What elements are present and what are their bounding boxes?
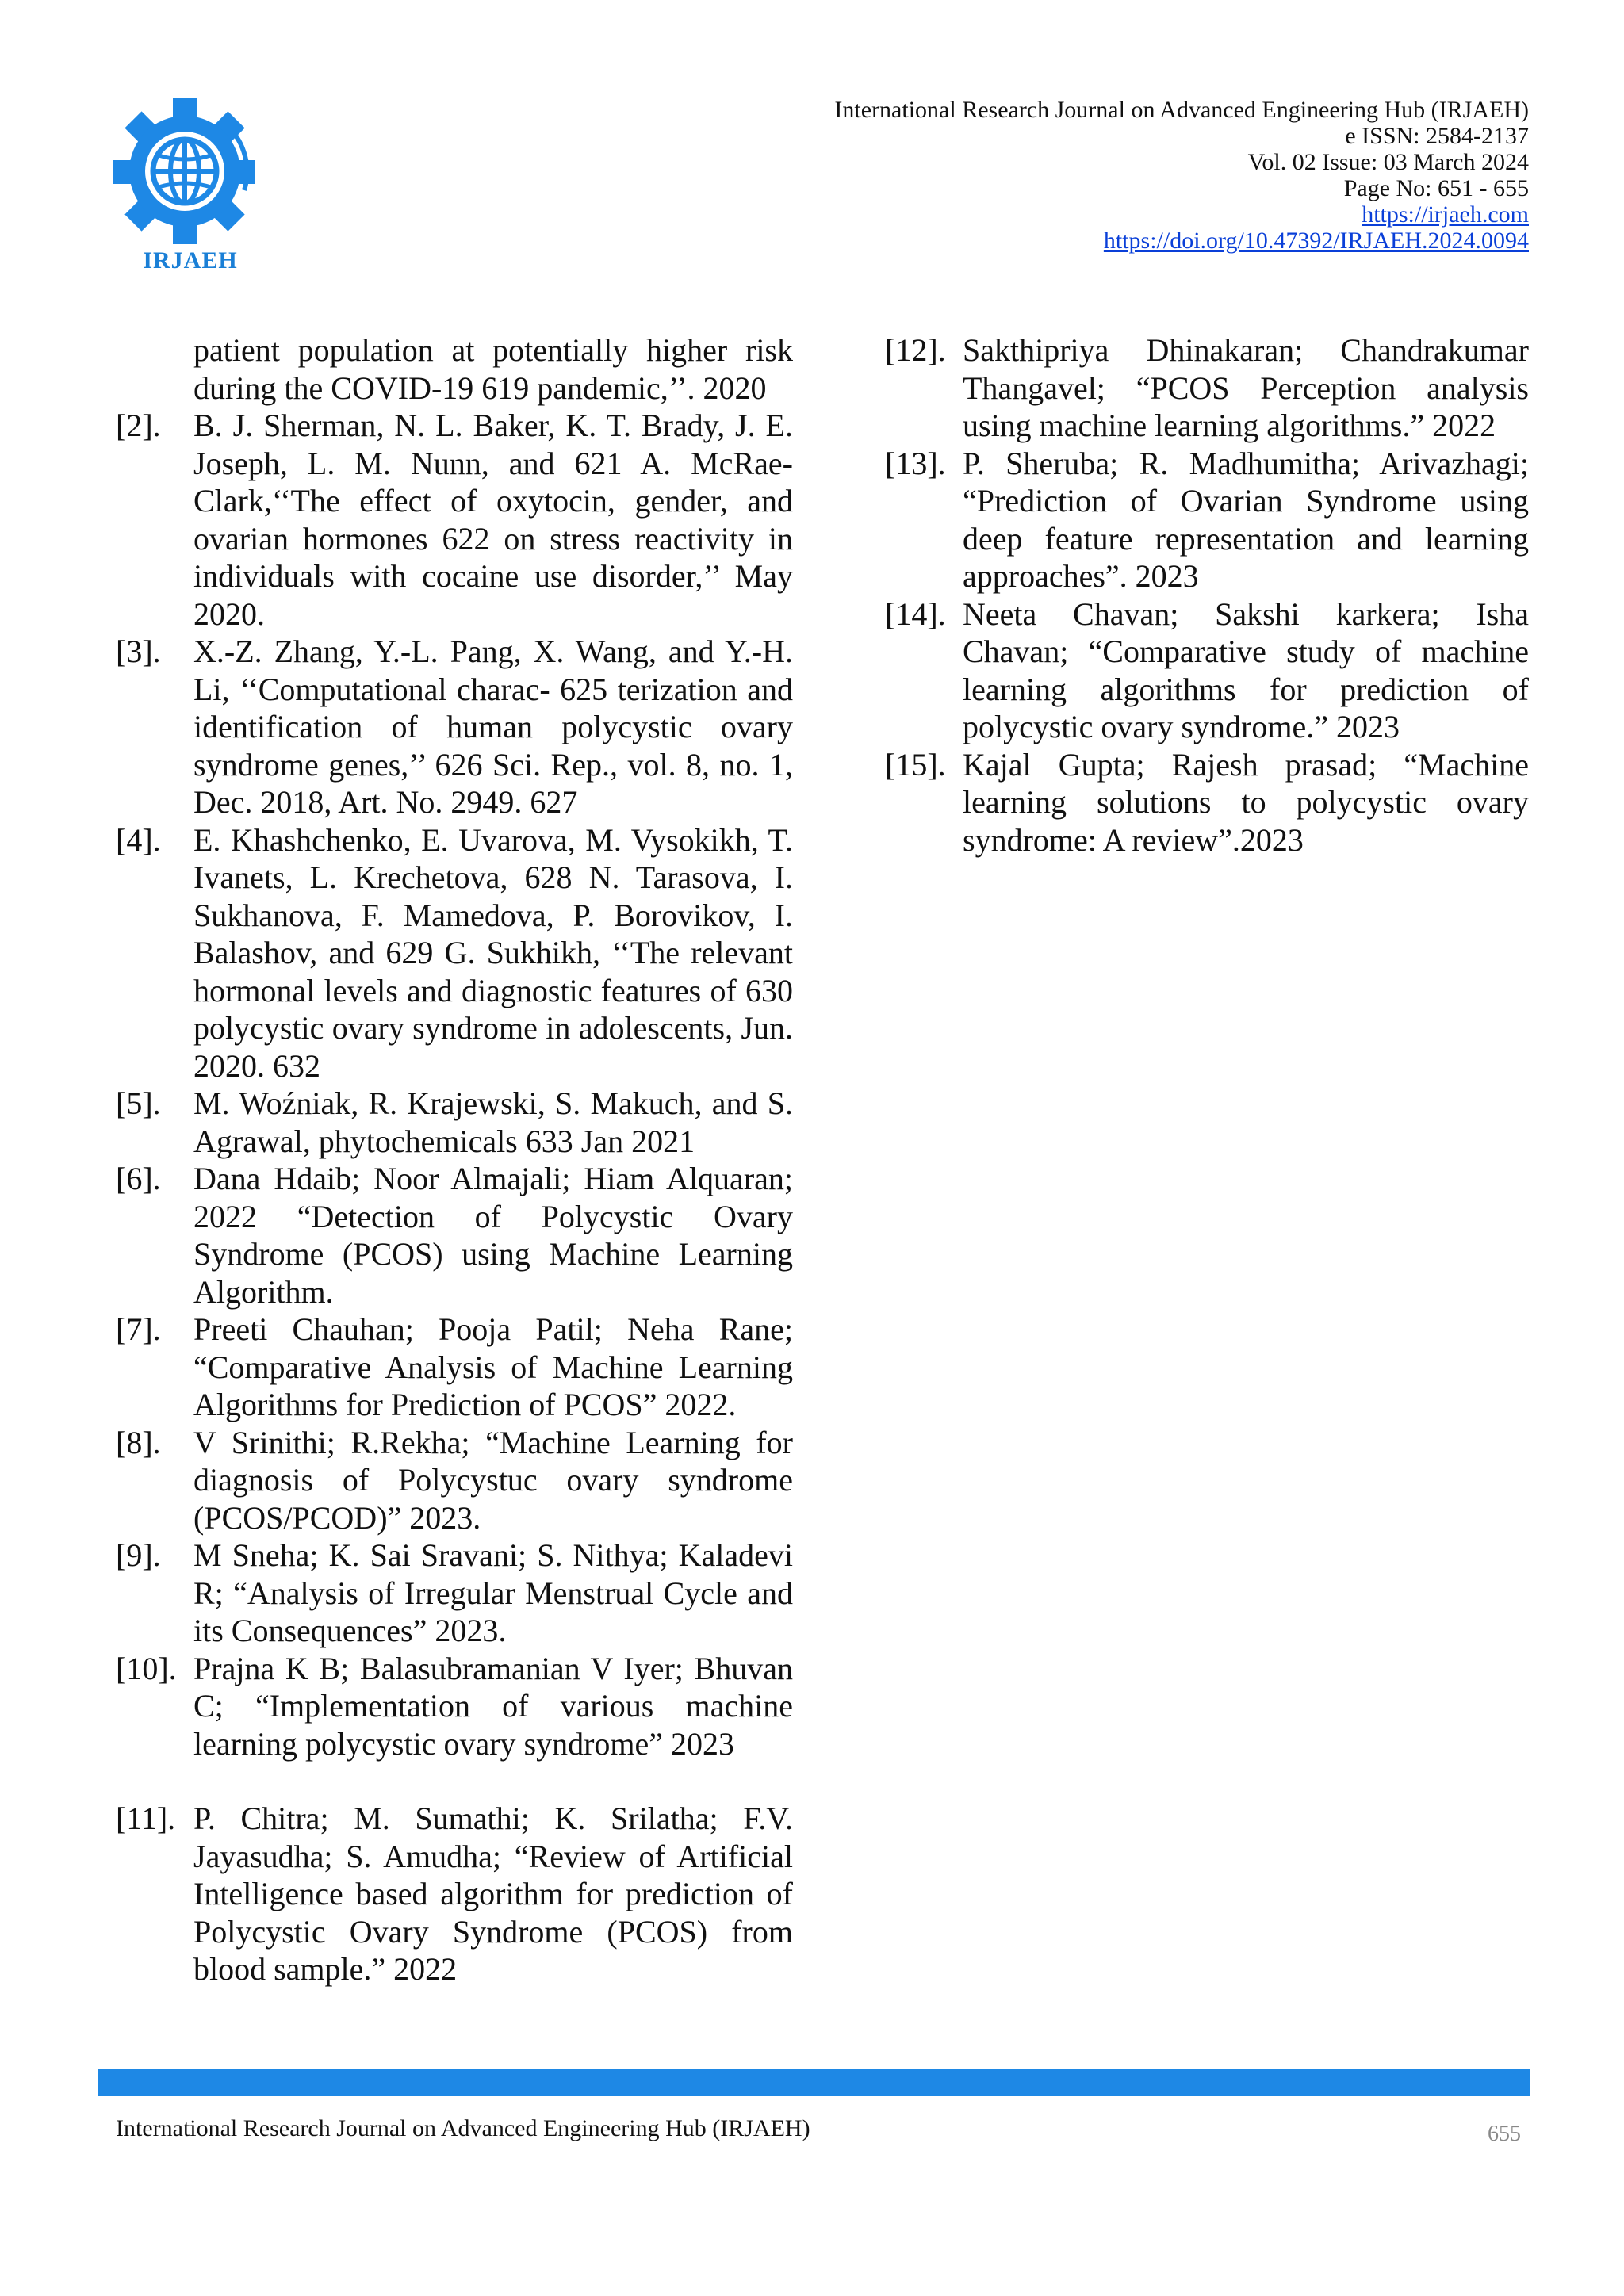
spacer: [116, 1762, 793, 1800]
reference-number: [5].: [116, 1085, 161, 1121]
reference-item: [116, 633, 793, 821]
reference-number: [12].: [885, 332, 946, 368]
journal-name: International Research Journal on Advanced Engineering Hub (IRJAEH): [834, 97, 1529, 123]
reference-text: Prajna K B; Balasubramanian V Iyer; Bhuvan C; “Implementation of various machine learning polycystic ovary syndrome” 2023: [193, 1650, 793, 1762]
doi-link[interactable]: https://doi.org/10.47392/IRJAEH.2024.0094: [1103, 228, 1529, 254]
website-link[interactable]: https://irjaeh.com: [1362, 201, 1529, 228]
reference-text: M Sneha; K. Sai Sravani; S. Nithya; Kaladevi R; “Analysis of Irregular Menstrual Cycle and its Consequences” 2023.: [193, 1537, 793, 1648]
reference-item: [885, 331, 1529, 445]
reference-text: Neeta Chavan; Sakshi karkera; Isha Chavan; “Comparative study of machine learning algorithms for prediction of polycystic ovary syndrome.” 2023: [963, 595, 1529, 744]
reference-number: [15].: [885, 746, 946, 783]
reference-item: [116, 1650, 793, 1763]
reference-item: [116, 1311, 793, 1424]
reference-number: [9].: [116, 1537, 161, 1573]
reference-number: [3].: [116, 633, 161, 669]
reference-item: [885, 595, 1529, 746]
reference-text: B. J. Sherman, N. L. Baker, K. T. Brady, J. E. Joseph, L. M. Nunn, and 621 A. McRae-Clark,‘‘The effect of oxytocin, gender, and ovarian hormones 622 on stress reactivity in individuals with cocaine use disorder,’’ May 2020.: [193, 408, 793, 632]
issn: e ISSN: 2584-2137: [1345, 123, 1529, 149]
reference-item: [116, 821, 793, 1085]
reference-text: Dana Hdaib; Noor Almajali; Hiam Alquaran; 2022 “Detection of Polycystic Ovary Syndrome (PCOS) using Machine Learning Algorithm.: [193, 1161, 793, 1310]
footer-journal-name: International Research Journal on Advanced Engineering Hub (IRJAEH): [116, 2115, 810, 2141]
reference-text: Sakthipriya Dhinakaran; Chandrakumar Thangavel; “PCOS Perception analysis using machine learning algorithms.” 2022: [963, 332, 1529, 443]
reference-item: [116, 1800, 793, 1988]
reference-item: [885, 445, 1529, 595]
page-header: [834, 97, 1529, 254]
reference-item: [885, 746, 1529, 859]
reference-text: P. Sheruba; R. Madhumitha; Arivazhagi; “Prediction of Ovarian Syndrome using deep feature representation and learning approaches”. 2023: [963, 445, 1529, 594]
gear-globe-icon: [109, 95, 268, 254]
reference-number: [10].: [116, 1650, 177, 1686]
reference-text: M. Woźniak, R. Krajewski, S. Makuch, and S. Agrawal, phytochemicals 633 Jan 2021: [193, 1085, 793, 1159]
reference-text: P. Chitra; M. Sumathi; K. Srilatha; F.V. Jayasudha; S. Amudha; “Review of Artificial Intelligence based algorithm for prediction of Polycystic Ovary Syndrome (PCOS) from blood sample.” 2022: [193, 1800, 793, 1987]
logo-text: IRJAEH: [143, 247, 238, 274]
footer-bar: [98, 2069, 1530, 2096]
reference-number: [13].: [885, 445, 946, 481]
reference-number: [11].: [116, 1800, 176, 1836]
volume-issue: Vol. 02 Issue: 03 March 2024: [1247, 149, 1529, 175]
reference-continuation: patient population at potentially higher risk during the COVID-19 619 pandemic,’’. 2020: [193, 332, 793, 406]
reference-text: Preeti Chauhan; Pooja Patil; Neha Rane; “Comparative Analysis of Machine Learning Algorithms for Prediction of PCOS” 2022.: [193, 1311, 793, 1422]
reference-number: [8].: [116, 1424, 161, 1460]
reference-number: [2].: [116, 408, 161, 443]
reference-item: [116, 1160, 793, 1311]
reference-item: [116, 1085, 793, 1160]
page-range: Page No: 651 - 655: [1343, 175, 1529, 201]
reference-text: V Srinithi; R.Rekha; “Machine Learning for diagnosis of Polycystuc ovary syndrome (PCOS/PCOD)” 2023.: [193, 1424, 793, 1536]
references-left-column: [116, 331, 793, 1988]
reference-item: [116, 1536, 793, 1650]
reference-text: Kajal Gupta; Rajesh prasad; “Machine learning solutions to polycystic ovary syndrome: A review”.2023: [963, 746, 1529, 858]
reference-text: X.-Z. Zhang, Y.-L. Pang, X. Wang, and Y.-H. Li, ‘‘Computational charac- 625 terization and identification of human polycystic ovary syndrome genes,’’ 626 Sci. Rep., vol. 8, no. 1, Dec. 2018, Art. No. 2949. 627: [193, 633, 793, 820]
reference-number: [4].: [116, 821, 161, 858]
reference-item: [116, 1424, 793, 1537]
reference-item: [116, 407, 793, 633]
reference-number: [6].: [116, 1161, 161, 1196]
references-right-column: [885, 331, 1529, 859]
reference-number: [7].: [116, 1311, 161, 1347]
reference-text: E. Khashchenko, E. Uvarova, M. Vysokikh, T. Ivanets, L. Krechetova, 628 N. Tarasova, I. Sukhanova, F. Mamedova, P. Borovikov, I. Balashov, and 629 G. Sukhikh, ‘‘The relevant hormonal levels and diagnostic features of 630 polycystic ovary syndrome in adolescents, Jun. 2020. 632: [193, 821, 793, 1084]
page-number: 655: [1488, 2122, 1521, 2146]
reference-number: [14].: [885, 595, 946, 632]
